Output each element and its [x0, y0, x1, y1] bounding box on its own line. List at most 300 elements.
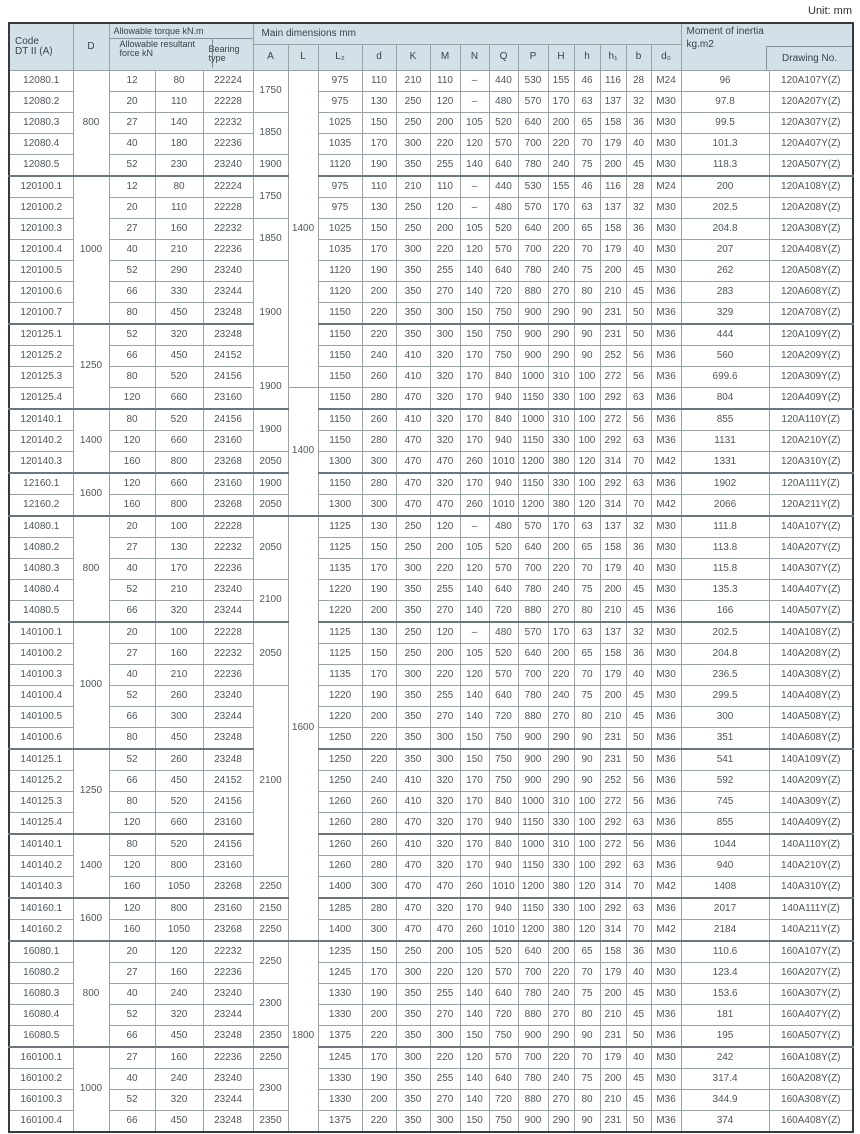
dim-col-header: Q — [489, 45, 518, 71]
cell-drawing_no: 120A409Y(Z) — [769, 388, 853, 410]
table-row — [9, 71, 853, 92]
cell-A: 2350 — [253, 1111, 288, 1133]
cell-h: 75 — [574, 686, 600, 707]
cell-K: 350 — [396, 686, 430, 707]
cell-K: 300 — [396, 1047, 430, 1069]
cell-Q: 570 — [489, 240, 518, 261]
table-row — [9, 516, 853, 538]
cell-b: 56 — [626, 834, 651, 856]
cell-moment_of_inertia_kgm2: 236.5 — [681, 665, 769, 686]
cell-d0: M30 — [651, 240, 681, 261]
cell-N: 105 — [460, 113, 489, 134]
cell-moment_of_inertia_kgm2: 166 — [681, 601, 769, 623]
cell-K: 210 — [396, 176, 430, 198]
cell-allowable_resultant_force_kN: 520 — [155, 367, 203, 388]
cell-h: 90 — [574, 1111, 600, 1133]
cell-P: 1200 — [518, 877, 548, 899]
cell-A: 2050 — [253, 495, 288, 517]
cell-A: 2250 — [253, 920, 288, 942]
cell-h1: 179 — [600, 240, 626, 261]
cell-L2: 1400 — [318, 920, 362, 942]
cell-M: 220 — [430, 1047, 460, 1069]
cell-b: 50 — [626, 1111, 651, 1133]
cell-h1: 314 — [600, 495, 626, 517]
cell-d0: M30 — [651, 984, 681, 1005]
cell-bearing_type: 24156 — [203, 834, 253, 856]
cell-d: 170 — [362, 559, 396, 580]
cell-h: 80 — [574, 707, 600, 728]
cell-Q: 940 — [489, 813, 518, 835]
cell-Q: 570 — [489, 559, 518, 580]
table-row — [9, 686, 853, 707]
cell-allowable_torque_kNm: 120 — [109, 431, 155, 452]
cell-P: 1150 — [518, 473, 548, 495]
cell-h1: 116 — [600, 176, 626, 198]
cell-N: 170 — [460, 367, 489, 388]
cell-d0: M30 — [651, 665, 681, 686]
cell-d: 130 — [362, 198, 396, 219]
cell-Q: 750 — [489, 303, 518, 325]
cell-bearing_type: 23244 — [203, 1005, 253, 1026]
cell-h1: 292 — [600, 813, 626, 835]
cell-allowable_resultant_force_kN: 120 — [155, 941, 203, 963]
cell-b: 63 — [626, 898, 651, 920]
cell-P: 1000 — [518, 409, 548, 431]
dim-col-header: h₁ — [600, 45, 626, 71]
cell-allowable_resultant_force_kN: 260 — [155, 686, 203, 707]
cell-allowable_resultant_force_kN: 160 — [155, 1047, 203, 1069]
table-row — [9, 134, 853, 155]
table-row — [9, 834, 853, 856]
cell-A: 1900 — [253, 473, 288, 495]
cell-bearing_type: 24156 — [203, 409, 253, 431]
cell-d: 280 — [362, 431, 396, 452]
cell-d: 190 — [362, 580, 396, 601]
cell-H: 200 — [548, 113, 574, 134]
cell-h1: 200 — [600, 984, 626, 1005]
cell-d0: M30 — [651, 963, 681, 984]
table-header — [9, 23, 853, 71]
cell-h1: 231 — [600, 1111, 626, 1133]
cell-h1: 292 — [600, 856, 626, 877]
cell-H: 290 — [548, 346, 574, 367]
cell-H: 310 — [548, 834, 574, 856]
cell-d0: M30 — [651, 516, 681, 538]
cell-h: 100 — [574, 473, 600, 495]
cell-K: 470 — [396, 856, 430, 877]
cell-K: 250 — [396, 644, 430, 665]
cell-allowable_resultant_force_kN: 210 — [155, 580, 203, 601]
cell-b: 50 — [626, 728, 651, 750]
table-row — [9, 622, 853, 644]
cell-M: 320 — [430, 473, 460, 495]
cell-P: 880 — [518, 282, 548, 303]
cell-h1: 231 — [600, 1026, 626, 1048]
cell-allowable_resultant_force_kN: 160 — [155, 644, 203, 665]
cell-L: 1800 — [288, 941, 318, 1132]
cell-code: 120100.6 — [9, 282, 73, 303]
cell-allowable_resultant_force_kN: 320 — [155, 1005, 203, 1026]
cell-d: 190 — [362, 155, 396, 177]
cell-Q: 720 — [489, 707, 518, 728]
cell-L2: 1300 — [318, 495, 362, 517]
cell-M: 255 — [430, 261, 460, 282]
cell-K: 350 — [396, 1005, 430, 1026]
cell-allowable_resultant_force_kN: 210 — [155, 240, 203, 261]
cell-d0: M36 — [651, 898, 681, 920]
cell-code: 140100.6 — [9, 728, 73, 750]
cell-h1: 116 — [600, 71, 626, 92]
cell-d0: M36 — [651, 409, 681, 431]
cell-bearing_type: 23160 — [203, 431, 253, 452]
cell-h: 65 — [574, 941, 600, 963]
cell-d: 190 — [362, 984, 396, 1005]
cell-P: 780 — [518, 1069, 548, 1090]
cell-L2: 1375 — [318, 1111, 362, 1133]
cell-moment_of_inertia_kgm2: 1331 — [681, 452, 769, 474]
cell-M: 300 — [430, 303, 460, 325]
cell-moment_of_inertia_kgm2: 115.8 — [681, 559, 769, 580]
cell-L2: 1120 — [318, 282, 362, 303]
cell-N: 260 — [460, 877, 489, 899]
cell-h: 46 — [574, 176, 600, 198]
cell-d: 150 — [362, 219, 396, 240]
cell-code: 140125.3 — [9, 792, 73, 813]
cell-P: 780 — [518, 580, 548, 601]
cell-L2: 1260 — [318, 834, 362, 856]
cell-allowable_resultant_force_kN: 520 — [155, 792, 203, 813]
cell-h: 120 — [574, 877, 600, 899]
table-row — [9, 367, 853, 388]
cell-d0: M36 — [651, 431, 681, 452]
cell-b: 32 — [626, 516, 651, 538]
cell-L2: 1220 — [318, 686, 362, 707]
cell-bearing_type: 23160 — [203, 473, 253, 495]
cell-P: 700 — [518, 665, 548, 686]
cell-b: 40 — [626, 240, 651, 261]
cell-K: 300 — [396, 963, 430, 984]
cell-d: 240 — [362, 346, 396, 367]
cell-code: 160100.3 — [9, 1090, 73, 1111]
cell-drawing_no: 140A209Y(Z) — [769, 771, 853, 792]
cell-Q: 1010 — [489, 877, 518, 899]
cell-code: 140100.3 — [9, 665, 73, 686]
cell-P: 880 — [518, 707, 548, 728]
cell-allowable_torque_kNm: 120 — [109, 898, 155, 920]
cell-N: 140 — [460, 282, 489, 303]
cell-bearing_type: 24152 — [203, 771, 253, 792]
cell-Q: 840 — [489, 792, 518, 813]
cell-bearing_type: 22236 — [203, 963, 253, 984]
cell-allowable_resultant_force_kN: 80 — [155, 176, 203, 198]
table-row — [9, 601, 853, 623]
cell-M: 320 — [430, 388, 460, 410]
cell-allowable_resultant_force_kN: 130 — [155, 538, 203, 559]
cell-h: 75 — [574, 261, 600, 282]
cell-L2: 1245 — [318, 963, 362, 984]
cell-allowable_resultant_force_kN: 660 — [155, 813, 203, 835]
cell-d: 300 — [362, 495, 396, 517]
cell-h1: 314 — [600, 877, 626, 899]
cell-allowable_torque_kNm: 80 — [109, 834, 155, 856]
cell-allowable_torque_kNm: 52 — [109, 749, 155, 771]
cell-b: 70 — [626, 877, 651, 899]
cell-K: 410 — [396, 346, 430, 367]
cell-N: 140 — [460, 707, 489, 728]
table-row — [9, 538, 853, 559]
cell-code: 120125.1 — [9, 324, 73, 346]
cell-h1: 200 — [600, 1069, 626, 1090]
cell-d: 190 — [362, 261, 396, 282]
cell-d: 150 — [362, 644, 396, 665]
table-row — [9, 219, 853, 240]
cell-Q: 750 — [489, 749, 518, 771]
cell-d: 220 — [362, 1111, 396, 1133]
cell-d: 280 — [362, 856, 396, 877]
cell-P: 1150 — [518, 388, 548, 410]
cell-L2: 1135 — [318, 559, 362, 580]
cell-drawing_no: 120A107Y(Z) — [769, 71, 853, 92]
cell-Q: 750 — [489, 771, 518, 792]
cell-h1: 158 — [600, 538, 626, 559]
cell-H: 220 — [548, 559, 574, 580]
cell-M: 320 — [430, 792, 460, 813]
cell-allowable_resultant_force_kN: 520 — [155, 834, 203, 856]
table-row — [9, 282, 853, 303]
cell-L2: 1150 — [318, 388, 362, 410]
cell-P: 880 — [518, 1005, 548, 1026]
cell-H: 155 — [548, 176, 574, 198]
cell-D: 1400 — [73, 834, 109, 898]
cell-d0: M42 — [651, 495, 681, 517]
cell-M: 255 — [430, 580, 460, 601]
cell-M: 110 — [430, 176, 460, 198]
cell-K: 250 — [396, 198, 430, 219]
cell-K: 350 — [396, 261, 430, 282]
cell-H: 330 — [548, 388, 574, 410]
cell-h: 90 — [574, 324, 600, 346]
cell-b: 45 — [626, 1005, 651, 1026]
cell-A: 1900 — [253, 409, 288, 452]
cell-N: 170 — [460, 771, 489, 792]
table-row — [9, 580, 853, 601]
cell-h1: 210 — [600, 1005, 626, 1026]
cell-M: 470 — [430, 495, 460, 517]
cell-allowable_torque_kNm: 20 — [109, 198, 155, 219]
cell-A: 2250 — [253, 941, 288, 984]
cell-moment_of_inertia_kgm2: 1131 — [681, 431, 769, 452]
cell-h: 75 — [574, 1069, 600, 1090]
cell-P: 530 — [518, 176, 548, 198]
cell-d: 280 — [362, 388, 396, 410]
cell-N: – — [460, 516, 489, 538]
cell-moment_of_inertia_kgm2: 560 — [681, 346, 769, 367]
cell-h: 75 — [574, 155, 600, 177]
cell-drawing_no: 140A409Y(Z) — [769, 813, 853, 835]
cell-Q: 480 — [489, 198, 518, 219]
cell-M: 470 — [430, 920, 460, 942]
cell-h: 80 — [574, 1090, 600, 1111]
cell-d: 110 — [362, 176, 396, 198]
cell-L2: 1330 — [318, 1069, 362, 1090]
cell-H: 380 — [548, 452, 574, 474]
col-header-d: D — [73, 23, 109, 71]
cell-Q: 840 — [489, 834, 518, 856]
cell-code: 16080.2 — [9, 963, 73, 984]
cell-h1: 314 — [600, 452, 626, 474]
cell-allowable_resultant_force_kN: 180 — [155, 134, 203, 155]
cell-N: 140 — [460, 580, 489, 601]
cell-d0: M30 — [651, 941, 681, 963]
cell-bearing_type: 23248 — [203, 1111, 253, 1133]
table-row — [9, 452, 853, 474]
cell-allowable_resultant_force_kN: 320 — [155, 601, 203, 623]
cell-Q: 570 — [489, 665, 518, 686]
cell-b: 70 — [626, 452, 651, 474]
cell-Q: 520 — [489, 941, 518, 963]
cell-moment_of_inertia_kgm2: 855 — [681, 409, 769, 431]
cell-b: 45 — [626, 601, 651, 623]
cell-moment_of_inertia_kgm2: 300 — [681, 707, 769, 728]
cell-moment_of_inertia_kgm2: 1044 — [681, 834, 769, 856]
cell-bearing_type: 23244 — [203, 707, 253, 728]
cell-b: 56 — [626, 409, 651, 431]
cell-allowable_resultant_force_kN: 100 — [155, 516, 203, 538]
cell-L2: 1220 — [318, 707, 362, 728]
cell-P: 900 — [518, 1111, 548, 1133]
cell-allowable_torque_kNm: 52 — [109, 1090, 155, 1111]
cell-bearing_type: 23240 — [203, 261, 253, 282]
table-row — [9, 920, 853, 942]
cell-d0: M30 — [651, 219, 681, 240]
cell-N: 140 — [460, 155, 489, 177]
cell-h1: 292 — [600, 898, 626, 920]
cell-L2: 1375 — [318, 1026, 362, 1048]
cell-d0: M30 — [651, 686, 681, 707]
cell-h1: 292 — [600, 473, 626, 495]
cell-L2: 1400 — [318, 877, 362, 899]
cell-code: 140125.2 — [9, 771, 73, 792]
cell-drawing_no: 160A307Y(Z) — [769, 984, 853, 1005]
cell-h1: 231 — [600, 324, 626, 346]
cell-K: 470 — [396, 920, 430, 942]
bearing-type-label: Bearing type — [208, 43, 240, 63]
cell-Q: 570 — [489, 134, 518, 155]
cell-code: 140125.4 — [9, 813, 73, 835]
cell-A: 1850 — [253, 113, 288, 155]
cell-d: 220 — [362, 324, 396, 346]
cell-d: 190 — [362, 686, 396, 707]
cell-M: 255 — [430, 984, 460, 1005]
cell-drawing_no: 120A109Y(Z) — [769, 324, 853, 346]
cell-M: 270 — [430, 282, 460, 303]
cell-moment_of_inertia_kgm2: 1408 — [681, 877, 769, 899]
cell-code: 140100.5 — [9, 707, 73, 728]
cell-M: 220 — [430, 665, 460, 686]
cell-d: 200 — [362, 1005, 396, 1026]
cell-h1: 137 — [600, 622, 626, 644]
cell-M: 255 — [430, 1069, 460, 1090]
cell-Q: 940 — [489, 856, 518, 877]
cell-bearing_type: 23248 — [203, 749, 253, 771]
cell-d0: M30 — [651, 644, 681, 665]
cell-P: 1150 — [518, 856, 548, 877]
cell-bearing_type: 23268 — [203, 920, 253, 942]
cell-H: 240 — [548, 984, 574, 1005]
cell-b: 45 — [626, 580, 651, 601]
cell-D: 1250 — [73, 749, 109, 834]
cell-allowable_resultant_force_kN: 450 — [155, 303, 203, 325]
col-header-torque-group — [109, 23, 253, 71]
cell-P: 880 — [518, 601, 548, 623]
table-row — [9, 749, 853, 771]
cell-N: 170 — [460, 898, 489, 920]
cell-P: 700 — [518, 240, 548, 261]
cell-moment_of_inertia_kgm2: 202.5 — [681, 198, 769, 219]
cell-A: 1750 — [253, 176, 288, 219]
cell-code: 120100.7 — [9, 303, 73, 325]
cell-b: 45 — [626, 261, 651, 282]
cell-bearing_type: 23244 — [203, 282, 253, 303]
cell-K: 300 — [396, 134, 430, 155]
cell-code: 160100.4 — [9, 1111, 73, 1133]
cell-Q: 750 — [489, 728, 518, 750]
cell-allowable_resultant_force_kN: 160 — [155, 963, 203, 984]
cell-b: 40 — [626, 559, 651, 580]
cell-K: 350 — [396, 728, 430, 750]
cell-h1: 272 — [600, 367, 626, 388]
cell-M: 320 — [430, 346, 460, 367]
cell-K: 470 — [396, 495, 430, 517]
table-row — [9, 113, 853, 134]
cell-d0: M36 — [651, 388, 681, 410]
cell-allowable_torque_kNm: 52 — [109, 155, 155, 177]
cell-b: 32 — [626, 622, 651, 644]
cell-L2: 1250 — [318, 771, 362, 792]
cell-moment_of_inertia_kgm2: 329 — [681, 303, 769, 325]
cell-H: 270 — [548, 1005, 574, 1026]
cell-b: 63 — [626, 813, 651, 835]
cell-H: 170 — [548, 198, 574, 219]
cell-code: 160100.2 — [9, 1069, 73, 1090]
cell-bearing_type: 22224 — [203, 71, 253, 92]
cell-code: 140140.3 — [9, 877, 73, 899]
cell-allowable_resultant_force_kN: 450 — [155, 728, 203, 750]
cell-b: 32 — [626, 198, 651, 219]
cell-K: 250 — [396, 516, 430, 538]
cell-P: 700 — [518, 963, 548, 984]
cell-allowable_torque_kNm: 80 — [109, 303, 155, 325]
cell-drawing_no: 120A110Y(Z) — [769, 409, 853, 431]
cell-Q: 750 — [489, 346, 518, 367]
cell-bearing_type: 23268 — [203, 495, 253, 517]
cell-d: 280 — [362, 813, 396, 835]
table-row — [9, 1090, 853, 1111]
cell-d: 300 — [362, 920, 396, 942]
cell-A: 2100 — [253, 686, 288, 877]
cell-b: 45 — [626, 155, 651, 177]
cell-drawing_no: 120A407Y(Z) — [769, 134, 853, 155]
cell-K: 410 — [396, 834, 430, 856]
cell-b: 45 — [626, 1069, 651, 1090]
cell-moment_of_inertia_kgm2: 96 — [681, 71, 769, 92]
cell-code: 120125.4 — [9, 388, 73, 410]
table-row — [9, 261, 853, 282]
cell-N: 140 — [460, 1090, 489, 1111]
cell-h: 100 — [574, 367, 600, 388]
cell-b: 50 — [626, 1026, 651, 1048]
cell-P: 1200 — [518, 452, 548, 474]
